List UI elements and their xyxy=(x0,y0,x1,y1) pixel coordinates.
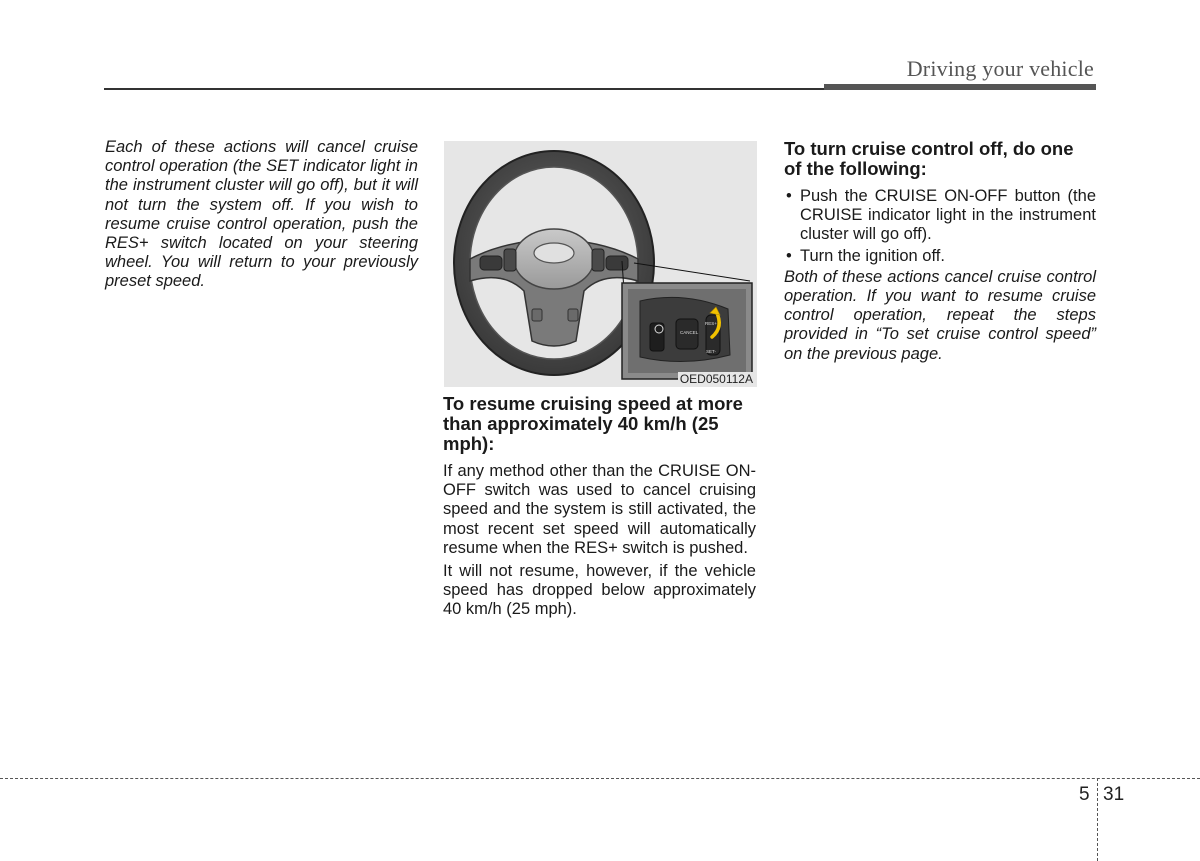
set-switch-label: SET- xyxy=(706,349,717,354)
chapter-number: 5 xyxy=(1079,784,1090,805)
res-switch-label: RES+ xyxy=(705,321,717,326)
middle-column xyxy=(443,394,756,624)
turn-off-note: Both of these actions cancel cruise control operation. If you want to resume cruise control operation, repeat the steps provided in “To set cruise control speed” on the previous page. xyxy=(784,267,1096,363)
page-number: 31 xyxy=(1103,784,1125,805)
list-item: • Push the CRUISE ON-OFF button (the CRUISE indicator light in the instrument cluster will go off). xyxy=(784,187,1096,245)
cancel-note: Each of these actions will cancel cruise control operation (the SET indicator light in the instrument cluster will go off), but it will not turn the system off. If you wish to resume cruise control operation, push the RES+ switch located on your steering wheel. You will return to your previously preset speed. xyxy=(105,138,418,291)
resume-heading: To resume cruising speed at more than approximately 40 km/h (25 mph): xyxy=(443,393,743,454)
footer-divider xyxy=(0,778,1200,779)
resume-paragraph-1: If any method other than the CRUISE ON-OFF switch was used to cancel cruising speed and the system is still activated, the most recent set speed will automatically resume when the RES+ switch is pushed. xyxy=(443,462,756,557)
list-item: • Turn the ignition off. xyxy=(784,247,1096,266)
header-rule-accent xyxy=(824,84,1096,90)
left-column xyxy=(105,138,418,292)
footer-page-divider xyxy=(1097,778,1098,861)
steering-wheel-figure xyxy=(444,141,757,387)
cancel-switch-label: CANCEL xyxy=(680,330,699,335)
header-title: Driving your vehicle xyxy=(906,56,1094,81)
right-column xyxy=(784,139,1096,364)
figure-code: OED050112A xyxy=(679,372,753,386)
turn-off-heading: To turn cruise control off, do one of the following: xyxy=(784,138,1074,179)
resume-paragraph-2: It will not resume, however, if the vehicle speed has dropped below approximately 40 km/h (25 mph). xyxy=(443,562,756,619)
turn-off-list xyxy=(784,187,1096,266)
steering-wheel-illustration xyxy=(444,141,757,387)
header-rule xyxy=(104,88,824,90)
